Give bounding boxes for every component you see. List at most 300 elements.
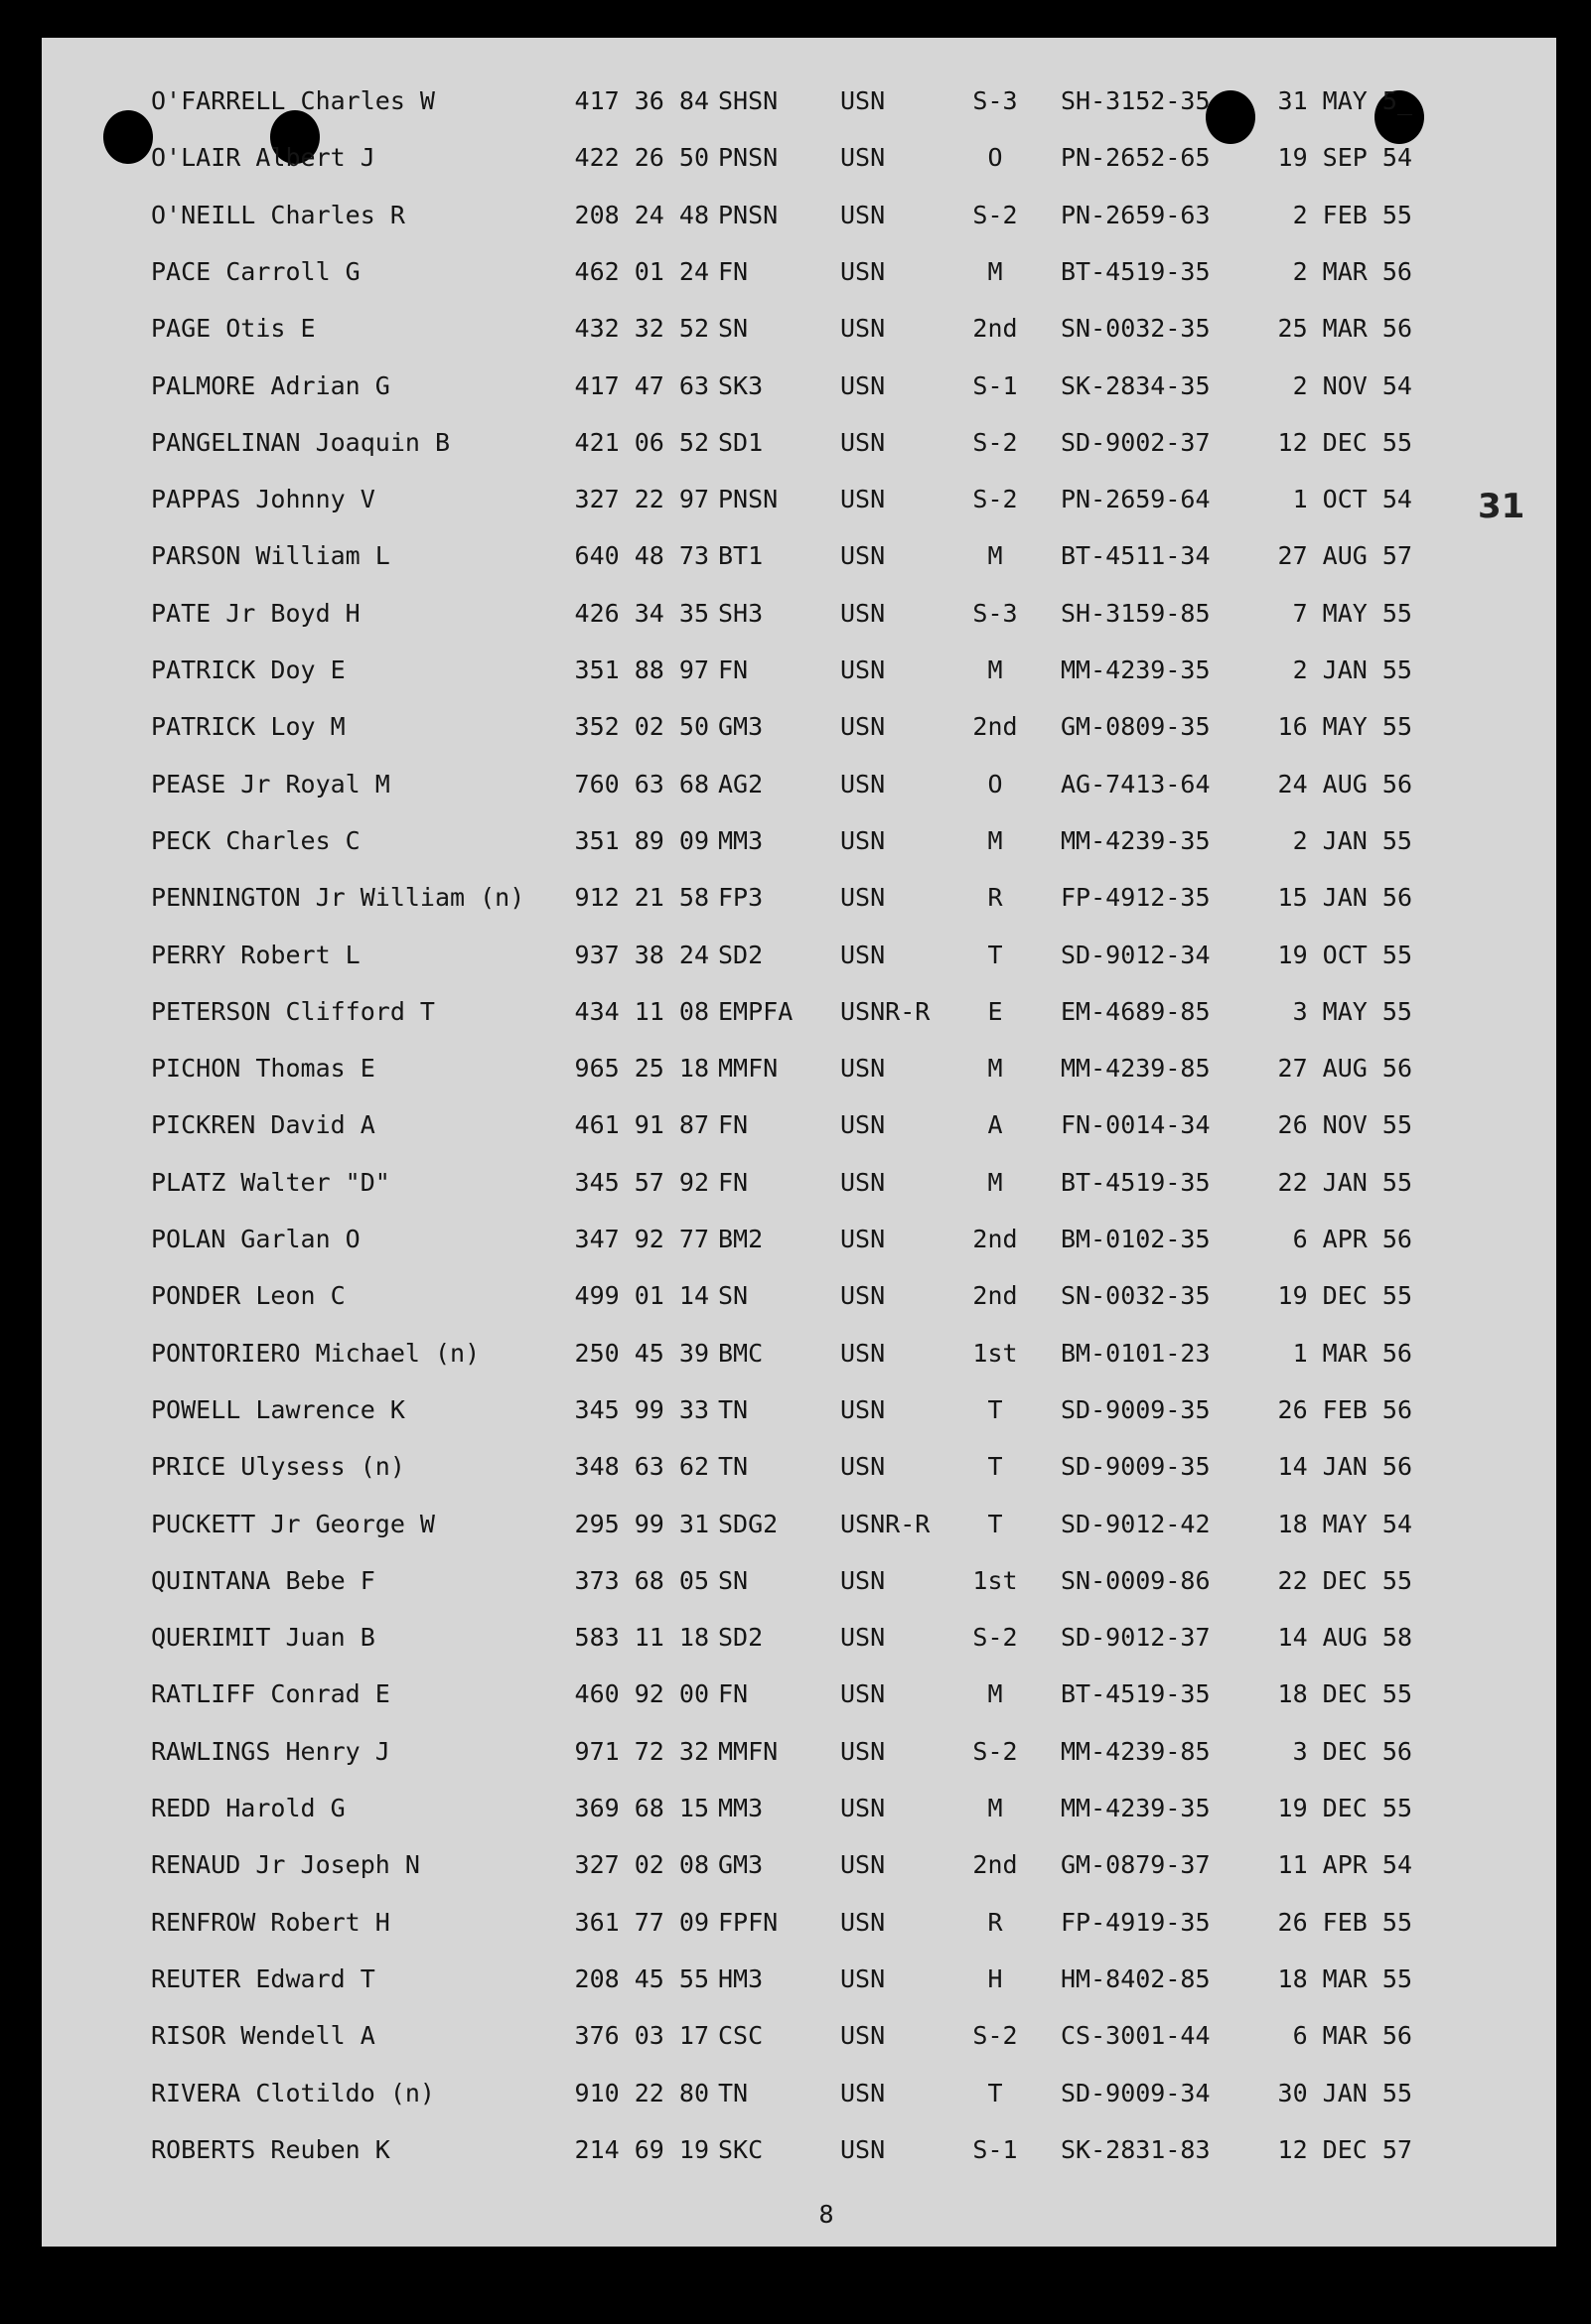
record-branch: USNR-R: [840, 1509, 931, 1538]
record-code: BT-4511-34: [1061, 541, 1211, 571]
record-service-number: 583 11 18: [574, 1623, 709, 1653]
record-code: PN-2652-65: [1061, 143, 1211, 173]
record-name: REUTER Edward T: [151, 1963, 375, 1993]
record-date: 14 AUG 58: [1277, 1623, 1412, 1653]
record-row: [42, 707, 1556, 747]
record-branch: USN: [840, 1794, 886, 1822]
record-service-number: 352 02 50: [574, 712, 709, 742]
record-code: FP-4912-35: [1061, 883, 1211, 913]
record-branch: USN: [840, 940, 886, 969]
record-class: 1st: [972, 1338, 1018, 1368]
record-service-number: 295 99 31: [574, 1509, 709, 1538]
record-name: POLAN Garlan O: [151, 1225, 361, 1253]
record-name: PONDER Leon C: [151, 1281, 346, 1311]
record-name: PARSON William L: [151, 541, 390, 571]
record-date: 25 MAR 56: [1277, 314, 1412, 344]
record-code: SD-9009-34: [1061, 2078, 1211, 2107]
record-name: PERRY Robert L: [151, 940, 361, 969]
record-row: [42, 1960, 1556, 1999]
record-date: 31 MAY 5_: [1277, 86, 1412, 115]
record-code: MM-4239-35: [1061, 825, 1211, 855]
record-code: SK-2834-35: [1061, 370, 1211, 400]
record-code: PN-2659-64: [1061, 485, 1211, 514]
record-branch: USNR-R: [840, 996, 931, 1026]
record-code: GM-0809-35: [1061, 712, 1211, 742]
record-rate: TN: [718, 1452, 749, 1482]
record-rate: BMC: [718, 1338, 764, 1368]
record-branch: USN: [840, 1167, 886, 1197]
record-date: 19 DEC 55: [1277, 1281, 1412, 1311]
record-date: 18 MAR 55: [1277, 1963, 1412, 1993]
record-code: SH-3152-35: [1061, 86, 1211, 115]
record-code: FN-0014-34: [1061, 1110, 1211, 1140]
record-code: SD-9012-37: [1061, 1623, 1211, 1653]
record-name: RENFROW Robert H: [151, 1907, 390, 1937]
record-code: SH-3159-85: [1061, 598, 1211, 628]
record-service-number: 965 25 18: [574, 1054, 709, 1084]
record-row: [42, 423, 1556, 463]
record-branch: USN: [840, 370, 886, 400]
record-name: O'FARRELL Charles W: [151, 86, 435, 115]
record-row: [42, 138, 1556, 178]
record-date: 30 JAN 55: [1277, 2078, 1412, 2107]
record-name: ROBERTS Reuben K: [151, 2134, 390, 2164]
record-row: [42, 196, 1556, 235]
record-service-number: 499 01 14: [574, 1281, 709, 1311]
record-rate: MM3: [718, 825, 764, 855]
record-code: SD-9012-42: [1061, 1509, 1211, 1538]
record-row: [42, 1845, 1556, 1885]
record-date: 1 MAR 56: [1292, 1338, 1412, 1368]
record-date: 1 OCT 54: [1292, 485, 1412, 514]
record-name: RIVERA Clotildo (n): [151, 2078, 435, 2107]
record-service-number: 937 38 24: [574, 940, 709, 969]
record-code: FP-4919-35: [1061, 1907, 1211, 1937]
record-name: POWELL Lawrence K: [151, 1394, 405, 1424]
record-class: E: [987, 996, 1003, 1026]
record-list: [42, 38, 1556, 2247]
record-branch: USN: [840, 200, 886, 229]
record-branch: USN: [840, 1736, 886, 1766]
record-date: 2 JAN 55: [1292, 655, 1412, 684]
record-service-number: 369 68 15: [574, 1794, 709, 1822]
record-name: PEASE Jr Royal M: [151, 769, 390, 799]
record-name: QUERIMIT Juan B: [151, 1623, 375, 1653]
record-class: M: [987, 825, 1003, 855]
record-branch: USN: [840, 86, 886, 115]
record-rate: TN: [718, 2078, 749, 2107]
record-code: SN-0009-86: [1061, 1565, 1211, 1595]
record-date: 2 MAR 56: [1292, 256, 1412, 286]
record-branch: USN: [840, 598, 886, 628]
record-rate: BT1: [718, 541, 764, 571]
record-service-number: 461 91 87: [574, 1110, 709, 1140]
record-name: RATLIFF Conrad E: [151, 1679, 390, 1709]
record-branch: USN: [840, 314, 886, 344]
record-row: [42, 1334, 1556, 1374]
record-service-number: 971 72 32: [574, 1736, 709, 1766]
record-service-number: 910 22 80: [574, 2078, 709, 2107]
record-branch: USN: [840, 769, 886, 799]
record-name: PLATZ Walter "D": [151, 1167, 390, 1197]
record-rate: PNSN: [718, 200, 779, 229]
record-service-number: 348 63 62: [574, 1452, 709, 1482]
record-class: 2nd: [972, 1225, 1018, 1253]
record-code: GM-0879-37: [1061, 1850, 1211, 1880]
record-class: S-1: [972, 370, 1018, 400]
record-date: 26 FEB 55: [1277, 1907, 1412, 1937]
record-row: [42, 651, 1556, 690]
record-date: 12 DEC 55: [1277, 427, 1412, 457]
record-class: M: [987, 1054, 1003, 1084]
record-rate: SHSN: [718, 86, 779, 115]
record-date: 19 SEP 54: [1277, 143, 1412, 173]
record-class: H: [987, 1963, 1003, 1993]
record-name: PANGELINAN Joaquin B: [151, 427, 451, 457]
record-date: 27 AUG 56: [1277, 1054, 1412, 1084]
record-branch: USN: [840, 1394, 886, 1424]
record-date: 22 DEC 55: [1277, 1565, 1412, 1595]
record-branch: USN: [840, 1225, 886, 1253]
record-rate: SD2: [718, 940, 764, 969]
record-class: 2nd: [972, 314, 1018, 344]
record-date: 19 DEC 55: [1277, 1794, 1412, 1822]
record-rate: CSC: [718, 2021, 764, 2051]
record-date: 18 DEC 55: [1277, 1679, 1412, 1709]
record-branch: USN: [840, 825, 886, 855]
record-service-number: 422 26 50: [574, 143, 709, 173]
record-class: T: [987, 2078, 1003, 2107]
record-date: 6 MAR 56: [1292, 2021, 1412, 2051]
record-service-number: 345 99 33: [574, 1394, 709, 1424]
record-service-number: 250 45 39: [574, 1338, 709, 1368]
record-code: BT-4519-35: [1061, 256, 1211, 286]
record-date: 6 APR 56: [1292, 1225, 1412, 1253]
record-name: QUINTANA Bebe F: [151, 1565, 375, 1595]
record-name: PATE Jr Boyd H: [151, 598, 361, 628]
record-rate: SKC: [718, 2134, 764, 2164]
record-row: [42, 2074, 1556, 2113]
record-code: PN-2659-63: [1061, 200, 1211, 229]
record-code: BM-0102-35: [1061, 1225, 1211, 1253]
record-name: PONTORIERO Michael (n): [151, 1338, 481, 1368]
record-class: 2nd: [972, 1850, 1018, 1880]
page-number: 8: [818, 2200, 834, 2229]
record-service-number: 426 34 35: [574, 598, 709, 628]
record-row: [42, 536, 1556, 576]
record-row: [42, 992, 1556, 1032]
record-rate: FN: [718, 256, 749, 286]
record-rate: TN: [718, 1394, 749, 1424]
record-row: [42, 366, 1556, 406]
record-name: RISOR Wendell A: [151, 2021, 375, 2051]
record-service-number: 214 69 19: [574, 2134, 709, 2164]
record-rate: FN: [718, 1679, 749, 1709]
record-rate: MM3: [718, 1794, 764, 1822]
record-row: [42, 594, 1556, 634]
record-branch: USN: [840, 712, 886, 742]
record-row: [42, 1505, 1556, 1544]
record-class: R: [987, 883, 1003, 913]
record-name: PATRICK Loy M: [151, 712, 346, 742]
record-row: [42, 1674, 1556, 1714]
record-service-number: 351 88 97: [574, 655, 709, 684]
record-name: PENNINGTON Jr William (n): [151, 883, 525, 913]
record-service-number: 347 92 77: [574, 1225, 709, 1253]
document-page: [42, 38, 1556, 2247]
record-code: MM-4239-85: [1061, 1054, 1211, 1084]
record-code: CS-3001-44: [1061, 2021, 1211, 2051]
record-rate: FN: [718, 655, 749, 684]
record-rate: MMFN: [718, 1054, 779, 1084]
record-class: O: [987, 143, 1003, 173]
record-branch: USN: [840, 1338, 886, 1368]
record-row: [42, 1789, 1556, 1828]
record-name: REDD Harold G: [151, 1794, 346, 1822]
record-rate: SH3: [718, 598, 764, 628]
record-class: O: [987, 769, 1003, 799]
record-name: PECK Charles C: [151, 825, 361, 855]
record-name: PICHON Thomas E: [151, 1054, 375, 1084]
record-row: [42, 1163, 1556, 1203]
record-rate: SD1: [718, 427, 764, 457]
record-branch: USN: [840, 1623, 886, 1653]
record-date: 19 OCT 55: [1277, 940, 1412, 969]
record-service-number: 327 22 97: [574, 485, 709, 514]
record-row: [42, 878, 1556, 918]
record-date: 24 AUG 56: [1277, 769, 1412, 799]
record-class: S-2: [972, 200, 1018, 229]
record-row: [42, 1390, 1556, 1430]
record-service-number: 417 47 63: [574, 370, 709, 400]
record-row: [42, 1220, 1556, 1259]
record-branch: USN: [840, 427, 886, 457]
record-service-number: 373 68 05: [574, 1565, 709, 1595]
record-code: AG-7413-64: [1061, 769, 1211, 799]
record-class: 2nd: [972, 1281, 1018, 1311]
record-rate: SDG2: [718, 1509, 779, 1538]
record-date: 11 APR 54: [1277, 1850, 1412, 1880]
record-name: O'LAIR Albert J: [151, 143, 375, 173]
record-rate: EMPFA: [718, 996, 794, 1026]
record-name: O'NEILL Charles R: [151, 200, 405, 229]
record-service-number: 345 57 92: [574, 1167, 709, 1197]
record-row: [42, 1561, 1556, 1601]
record-branch: USN: [840, 1054, 886, 1084]
record-class: S-2: [972, 485, 1018, 514]
record-class: M: [987, 1794, 1003, 1822]
record-date: 7 MAY 55: [1292, 598, 1412, 628]
record-row: [42, 1447, 1556, 1487]
record-code: MM-4239-35: [1061, 1794, 1211, 1822]
record-rate: GM3: [718, 1850, 764, 1880]
record-date: 3 DEC 56: [1292, 1736, 1412, 1766]
record-code: SD-9012-34: [1061, 940, 1211, 969]
record-date: 15 JAN 56: [1277, 883, 1412, 913]
record-rate: FN: [718, 1167, 749, 1197]
record-code: SK-2831-83: [1061, 2134, 1211, 2164]
record-row: [42, 2016, 1556, 2056]
record-date: 22 JAN 55: [1277, 1167, 1412, 1197]
record-class: 2nd: [972, 712, 1018, 742]
record-branch: USN: [840, 1963, 886, 1993]
record-service-number: 421 06 52: [574, 427, 709, 457]
record-date: 27 AUG 57: [1277, 541, 1412, 571]
record-branch: USN: [840, 655, 886, 684]
record-class: 1st: [972, 1565, 1018, 1595]
record-name: PACE Carroll G: [151, 256, 361, 286]
record-rate: SD2: [718, 1623, 764, 1653]
record-service-number: 760 63 68: [574, 769, 709, 799]
record-row: [42, 1276, 1556, 1316]
record-code: SN-0032-35: [1061, 1281, 1211, 1311]
record-row: [42, 765, 1556, 804]
record-code: MM-4239-35: [1061, 655, 1211, 684]
record-rate: AG2: [718, 769, 764, 799]
record-date: 2 JAN 55: [1292, 825, 1412, 855]
record-date: 18 MAY 54: [1277, 1509, 1412, 1538]
record-service-number: 361 77 09: [574, 1907, 709, 1937]
record-class: S-3: [972, 598, 1018, 628]
record-rate: MMFN: [718, 1736, 779, 1766]
record-row: [42, 309, 1556, 349]
record-class: S-3: [972, 86, 1018, 115]
record-rate: FPFN: [718, 1907, 779, 1937]
record-branch: USN: [840, 1452, 886, 1482]
record-branch: USN: [840, 1281, 886, 1311]
record-service-number: 208 45 55: [574, 1963, 709, 1993]
record-row: [42, 81, 1556, 121]
record-branch: USN: [840, 256, 886, 286]
record-class: M: [987, 256, 1003, 286]
record-row: [42, 1105, 1556, 1145]
record-rate: FP3: [718, 883, 764, 913]
record-rate: SN: [718, 314, 749, 344]
record-row: [42, 936, 1556, 975]
record-row: [42, 821, 1556, 861]
record-date: 14 JAN 56: [1277, 1452, 1412, 1482]
record-row: [42, 252, 1556, 292]
record-class: T: [987, 940, 1003, 969]
record-code: SD-9009-35: [1061, 1452, 1211, 1482]
record-branch: USN: [840, 2021, 886, 2051]
record-class: M: [987, 1167, 1003, 1197]
record-date: 12 DEC 57: [1277, 2134, 1412, 2164]
record-name: PALMORE Adrian G: [151, 370, 390, 400]
record-name: PAPPAS Johnny V: [151, 485, 375, 514]
record-date: 26 FEB 56: [1277, 1394, 1412, 1424]
record-code: EM-4689-85: [1061, 996, 1211, 1026]
record-rate: SK3: [718, 370, 764, 400]
record-name: PETERSON Clifford T: [151, 996, 435, 1026]
record-row: [42, 1903, 1556, 1943]
record-branch: USN: [840, 485, 886, 514]
record-service-number: 640 48 73: [574, 541, 709, 571]
record-date: 2 NOV 54: [1292, 370, 1412, 400]
record-service-number: 208 24 48: [574, 200, 709, 229]
record-name: PAGE Otis E: [151, 314, 316, 344]
record-branch: USN: [840, 1907, 886, 1937]
record-class: A: [987, 1110, 1003, 1140]
record-service-number: 462 01 24: [574, 256, 709, 286]
record-branch: USN: [840, 1850, 886, 1880]
record-date: 16 MAY 55: [1277, 712, 1412, 742]
record-name: PATRICK Doy E: [151, 655, 346, 684]
record-branch: USN: [840, 2078, 886, 2107]
record-class: S-2: [972, 1623, 1018, 1653]
record-class: M: [987, 1679, 1003, 1709]
record-code: BM-0101-23: [1061, 1338, 1211, 1368]
record-date: 3 MAY 55: [1292, 996, 1412, 1026]
record-branch: USN: [840, 883, 886, 913]
record-rate: BM2: [718, 1225, 764, 1253]
record-code: SN-0032-35: [1061, 314, 1211, 344]
record-service-number: 327 02 08: [574, 1850, 709, 1880]
record-code: BT-4519-35: [1061, 1679, 1211, 1709]
record-branch: USN: [840, 1565, 886, 1595]
record-rate: PNSN: [718, 143, 779, 173]
record-rate: PNSN: [718, 485, 779, 514]
record-rate: SN: [718, 1565, 749, 1595]
record-class: T: [987, 1394, 1003, 1424]
record-class: S-2: [972, 1736, 1018, 1766]
record-class: T: [987, 1452, 1003, 1482]
margin-number: 31: [1478, 487, 1525, 526]
record-branch: USN: [840, 1679, 886, 1709]
record-service-number: 417 36 84: [574, 86, 709, 115]
record-row: [42, 1732, 1556, 1772]
record-row: [42, 1618, 1556, 1658]
record-date: 2 FEB 55: [1292, 200, 1412, 229]
record-name: PICKREN David A: [151, 1110, 375, 1140]
record-service-number: 376 03 17: [574, 2021, 709, 2051]
record-service-number: 434 11 08: [574, 996, 709, 1026]
record-rate: HM3: [718, 1963, 764, 1993]
record-class: S-1: [972, 2134, 1018, 2164]
record-branch: USN: [840, 1110, 886, 1140]
record-service-number: 460 92 00: [574, 1679, 709, 1709]
record-class: R: [987, 1907, 1003, 1937]
record-rate: FN: [718, 1110, 749, 1140]
record-service-number: 351 89 09: [574, 825, 709, 855]
record-rate: SN: [718, 1281, 749, 1311]
record-name: RENAUD Jr Joseph N: [151, 1850, 420, 1880]
record-rate: GM3: [718, 712, 764, 742]
record-class: S-2: [972, 2021, 1018, 2051]
record-date: 26 NOV 55: [1277, 1110, 1412, 1140]
record-row: [42, 1049, 1556, 1089]
record-code: SD-9009-35: [1061, 1394, 1211, 1424]
record-branch: USN: [840, 541, 886, 571]
record-branch: USN: [840, 2134, 886, 2164]
record-code: BT-4519-35: [1061, 1167, 1211, 1197]
record-name: PRICE Ulysess (n): [151, 1452, 405, 1482]
record-service-number: 432 32 52: [574, 314, 709, 344]
record-row: [42, 2130, 1556, 2170]
record-code: HM-8402-85: [1061, 1963, 1211, 1993]
record-class: M: [987, 541, 1003, 571]
record-name: RAWLINGS Henry J: [151, 1736, 390, 1766]
record-class: T: [987, 1509, 1003, 1538]
record-code: SD-9002-37: [1061, 427, 1211, 457]
record-row: [42, 480, 1556, 519]
record-branch: USN: [840, 143, 886, 173]
record-class: S-2: [972, 427, 1018, 457]
record-code: MM-4239-85: [1061, 1736, 1211, 1766]
record-service-number: 912 21 58: [574, 883, 709, 913]
record-class: M: [987, 655, 1003, 684]
record-name: PUCKETT Jr George W: [151, 1509, 435, 1538]
